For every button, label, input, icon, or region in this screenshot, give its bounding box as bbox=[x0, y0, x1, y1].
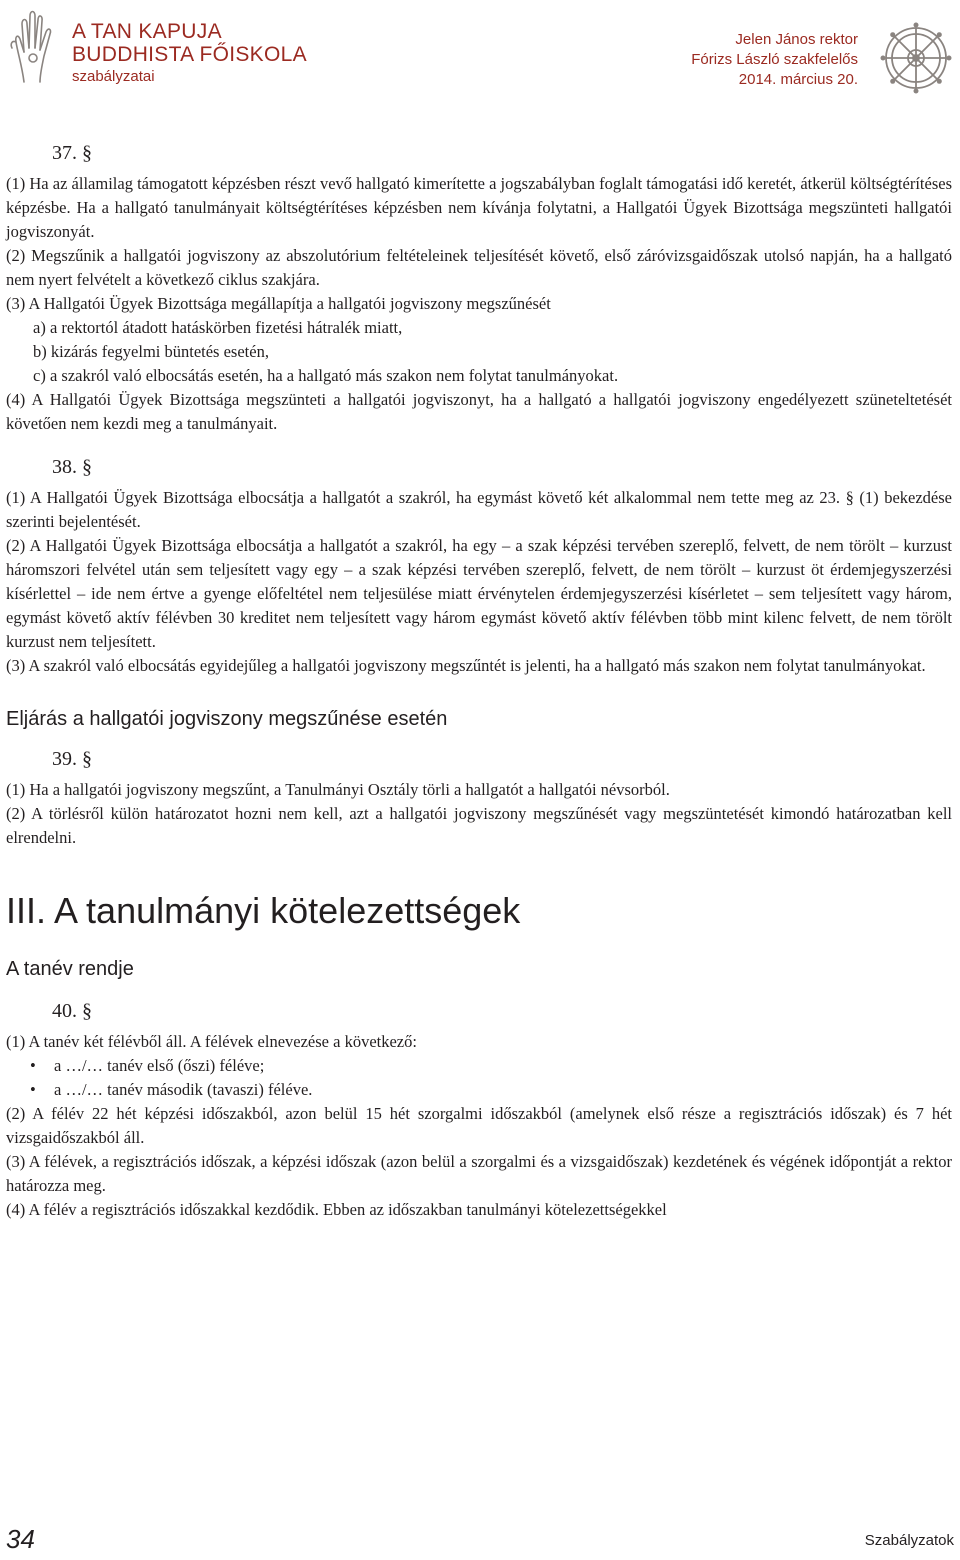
heading-procedure: Eljárás a hallgatói jogviszony megszűnése esetén bbox=[6, 708, 448, 730]
list-item-text: a …/… tanév első (őszi) féléve; bbox=[54, 1056, 265, 1075]
institution-line-2: BUDDHISTA FŐISKOLA bbox=[72, 43, 307, 66]
s37-paragraph-3: (3) A Hallgatói Ügyek Bizottsága megállapítja a hallgatói jogviszony megszűnését bbox=[6, 294, 551, 313]
hand-mudra-icon bbox=[6, 6, 62, 86]
semester-list bbox=[6, 1054, 952, 1102]
s40-paragraph-2: (2) A félév 22 hét képzési időszakból, azon belül 15 hét szorgalmi időszakból (amelynek első része a regisztrációs időszak) és 7 hét vizsgaidőszakból áll. bbox=[6, 1104, 952, 1147]
s37-item-b: b) kizárás fegyelmi büntetés esetén, bbox=[33, 342, 269, 361]
chapter-title: III. A tanulmányi kötelezettségek bbox=[6, 890, 521, 931]
page-number: 34 bbox=[6, 1524, 35, 1554]
s39-paragraph-1: (1) Ha a hallgatói jogviszony megszűnt, a Tanulmányi Osztály törli a hallgatót a hallgatói névsorból. bbox=[6, 780, 670, 799]
bullet-icon: • bbox=[30, 1056, 36, 1075]
s37-item-a: a) a rektortól átadott hatáskörben fizetési hátralék miatt, bbox=[33, 318, 403, 337]
bullet-icon: • bbox=[30, 1080, 36, 1099]
s37-item-c: c) a szakról való elbocsátás esetén, ha a hallgató más szakon nem folytat tanulmányokat. bbox=[33, 366, 619, 385]
s40-paragraph-4: (4) A félév a regisztrációs időszakkal kezdődik. Ebben az időszakban tanulmányi kötelezettségekkel bbox=[6, 1200, 667, 1219]
s38-paragraph-1: (1) A Hallgatói Ügyek Bizottsága elbocsátja a hallgatót a szakról, ha egymást követő két alkalommal nem tette meg az 23. § (1) bekezdése szerinti bejelentését. bbox=[6, 488, 952, 531]
s37-paragraph-1: (1) Ha az államilag támogatott képzésben részt vevő hallgató kimerítette a jogszabályban foglalt támogatási idő keretét, átkerül költségtérítéses képzésbe. Ha a hallgató tanulmányait költségtérítéses képzésben nem kívánja folytatni, a Hallgatói Ügyek Bizottsága megszünteti hallgatói jogviszonyát. bbox=[6, 174, 952, 241]
institution-line-1: A TAN KAPUJA bbox=[72, 20, 222, 43]
list-item bbox=[6, 1054, 952, 1078]
rector-line: Jelen János rektor bbox=[735, 31, 858, 48]
document-body bbox=[6, 140, 952, 1222]
s38-paragraph-2: (2) A Hallgatói Ügyek Bizottsága elbocsátja a hallgatót a szakról, ha egy – a szak képzési tervében szereplő, felvett, de nem törölt – kurzust háromszori felvétel után sem teljesített vagy egy – a szak képzési tervében szereplő, felvett, de nem törölt – kurzust öt érdemjegyszerzési kísérlettel – ide nem értve a gyenge előfeltétel nem teljesülése miatt érvénytelen érdemjegyszerzési kísérletet – sem teljesített vagy három, egymást követő aktív félévben 30 kreditet nem teljesített vagy három egymást követő aktív félévben több mint kilenc felvett, de nem törölt kurzust nem teljesített. bbox=[6, 536, 952, 651]
heading-academic-year: A tanév rendje bbox=[6, 958, 134, 980]
section-39-number: 39. § bbox=[52, 748, 92, 770]
list-item bbox=[6, 1078, 952, 1102]
s37-paragraph-4: (4) A Hallgatói Ügyek Bizottsága megszünteti a hallgatói jogviszonyt, ha a hallgató a hallgatói jogviszony engedélyezett szüneteltetését követően nem kezdi meg a tanulmányait. bbox=[6, 390, 952, 433]
footer-section-label: Szabályzatok bbox=[864, 1532, 954, 1549]
institution-name bbox=[72, 20, 307, 88]
dharma-wheel-icon bbox=[880, 22, 952, 94]
list-item-text: a …/… tanév második (tavaszi) féléve. bbox=[54, 1080, 313, 1099]
responsible-line: Fórizs László szakfelelős bbox=[691, 51, 858, 68]
s37-paragraph-2: (2) Megszűnik a hallgatói jogviszony az abszolutórium feltételeinek teljesítését követő, első záróvizsgaidőszak utolsó napján, ha a hallgató nem nyert felvételt a következő ciklus szakjára. bbox=[6, 246, 952, 289]
date-line: 2014. március 20. bbox=[738, 71, 858, 88]
signatories bbox=[691, 30, 858, 90]
s38-paragraph-3: (3) A szakról való elbocsátás egyidejűleg a hallgatói jogviszony megszűntét is jelenti, ha a hallgató más szakon nem folytat tanulmányokat. bbox=[6, 656, 926, 675]
s40-paragraph-3: (3) A félévek, a regisztrációs időszak, a képzési időszak (azon belül a szorgalmi és a vizsgaidőszak) kezdetének és végének időpontját a rektor határozza meg. bbox=[6, 1152, 952, 1195]
s40-paragraph-1: (1) A tanév két félévből áll. A félévek elnevezése a következő: bbox=[6, 1032, 417, 1051]
institution-line-3: szabályzatai bbox=[72, 68, 155, 85]
page-header bbox=[0, 0, 960, 110]
section-38-number: 38. § bbox=[52, 456, 92, 478]
section-40-number: 40. § bbox=[52, 1000, 92, 1022]
s39-paragraph-2: (2) A törlésről külön határozatot hozni nem kell, azt a hallgatói jogviszony megszűnését vagy megszüntetését kimondó határozatban kell elrendelni. bbox=[6, 804, 952, 847]
section-37-number: 37. § bbox=[52, 142, 92, 164]
